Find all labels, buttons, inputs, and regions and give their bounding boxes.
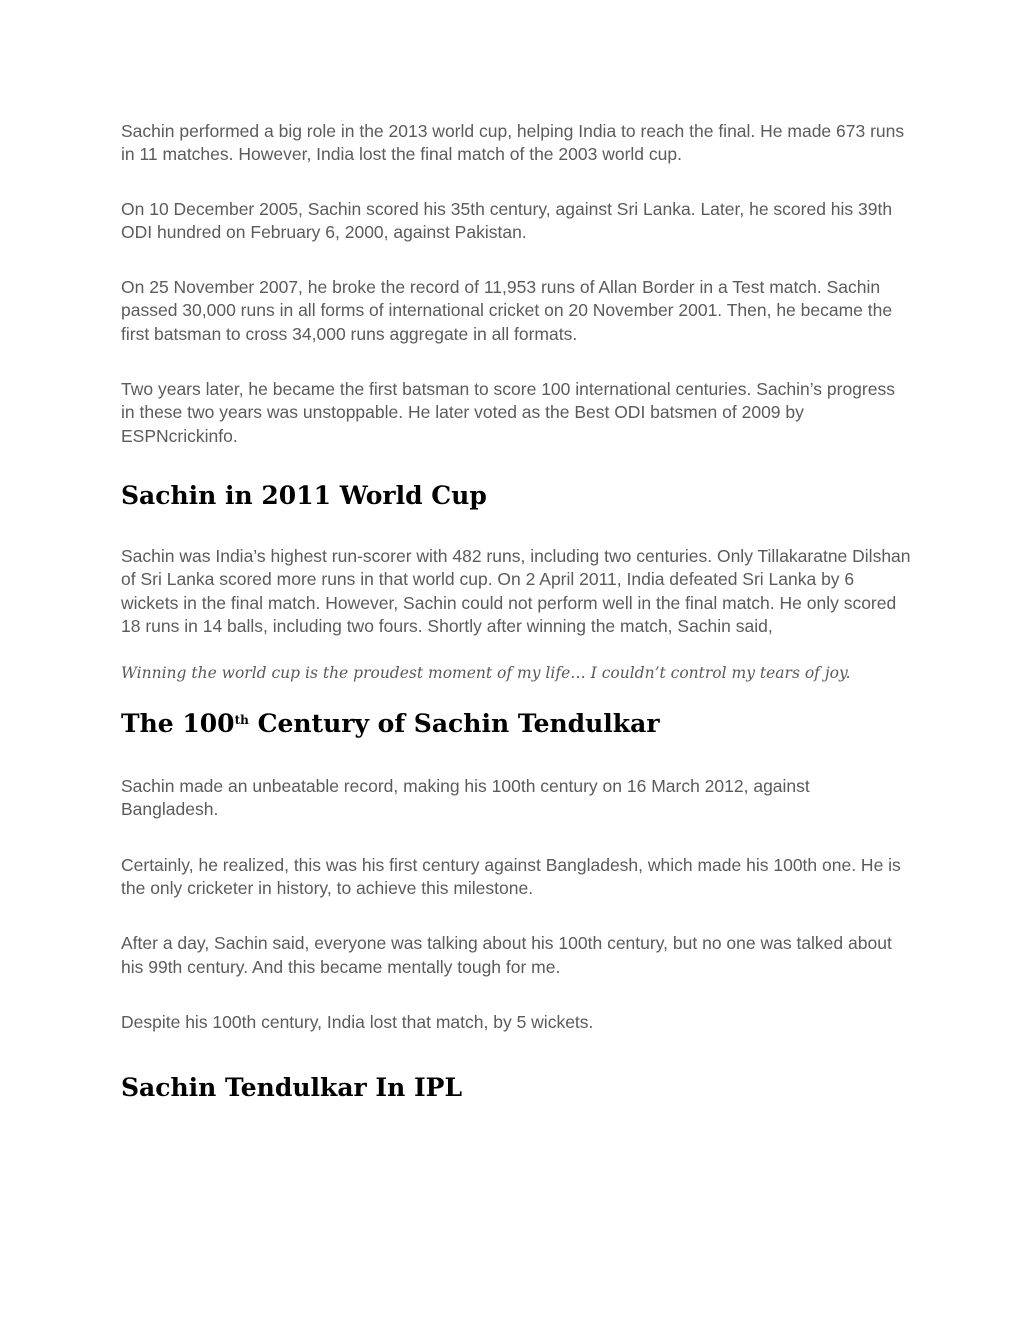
quote-world-cup: Winning the world cup is the proudest moment of my life… I couldn’t control my tears of joy. [121, 664, 851, 683]
paragraph-india-lost: Despite his 100th century, India lost that match, by 5 wickets. [121, 1011, 594, 1032]
paragraph-first-century-bangladesh: Certainly, he realized, this was his first century against Bangladesh, which made his 100th one. He is the only cricketer in history, to achieve this milestone. [121, 854, 901, 899]
document-page [121, 120, 911, 1104]
heading-100th-part1: The 100 [121, 709, 235, 739]
heading-100th-superscript: th [234, 713, 249, 728]
heading-100th-part2: Century of Sachin Tendulkar [248, 709, 660, 739]
paragraph-35th-century: On 10 December 2005, Sachin scored his 35th century, against Sri Lanka. Later, he scored his 39th ODI hundred on February 6, 2000, against Pakistan. [121, 198, 893, 242]
paragraph-100th-century-record: Sachin made an unbeatable record, making his 100th century on 16 March 2012, against Bangladesh. [121, 776, 810, 820]
paragraph-test-record: On 25 November 2007, he broke the record of 11,953 runs of Allan Border in a Test match. Sachin passed 30,000 runs in all forms of international cricket on 20 November 2001. Then, he became the first batsman to cross 34,000 runs aggregate in all formats. [121, 277, 893, 344]
paragraph-99th-century: After a day, Sachin said, everyone was talking about his 100th century, but no one was talked about his 99th century. And this became mentally tough for me. [121, 933, 892, 977]
paragraph-100-centuries: Two years later, he became the first batsman to score 100 international centuries. Sachin’s progress in these two years was unstoppable. He later voted as the Best ODI batsmen of 2009 by ESPNcrickinfo. [121, 379, 895, 446]
paragraph-2013-world-cup: Sachin performed a big role in the 2013 world cup, helping India to reach the final. He made 673 runs in 11 matches. However, India lost the final match of the 2003 world cup. [121, 121, 905, 165]
heading-2011-world-cup: Sachin in 2011 World Cup [121, 480, 487, 510]
heading-ipl: Sachin Tendulkar In IPL [121, 1073, 463, 1103]
heading-100th-century [121, 708, 911, 740]
paragraph-2011-world-cup: Sachin was India’s highest run-scorer with 482 runs, including two centuries. Only Tillakaratne Dilshan of Sri Lanka scored more runs in that world cup. On 2 April 2011, India defeated Sri Lanka by 6 wickets in the final match. However, Sachin could not perform well in the final match. He only scored 18 runs in 14 balls, including two fours. Shortly after winning the match, Sachin said, [121, 545, 911, 636]
